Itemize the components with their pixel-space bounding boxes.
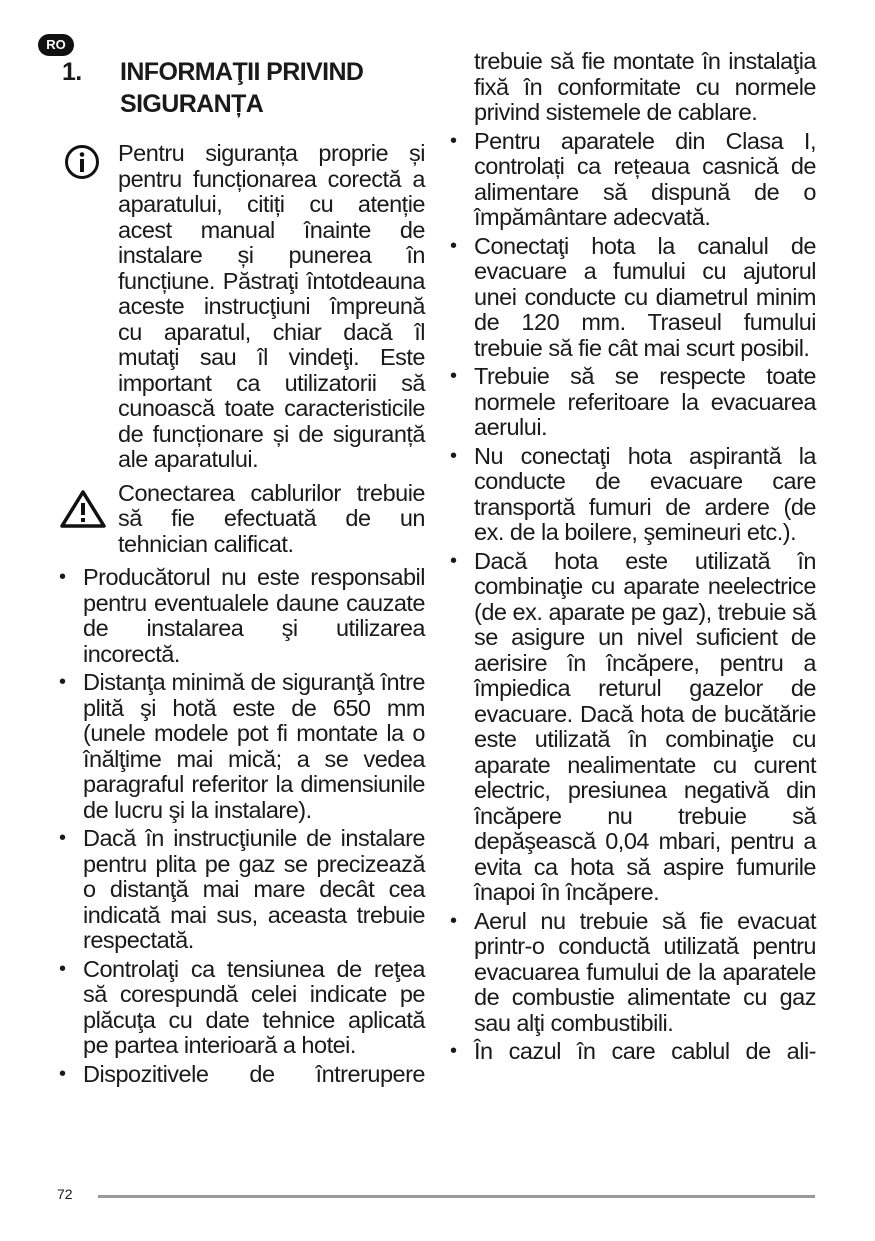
page-number: 72 [57, 1186, 73, 1202]
right-bullet-list [448, 129, 816, 1065]
bullet-glyph: • [450, 909, 457, 932]
bullet-glyph: • [59, 566, 66, 588]
list-item [57, 826, 425, 954]
list-item-text: Producătorul nu este responsabil pentru eventualele daune cauzate de instalarea şi utilizarea incorectă. [83, 564, 425, 667]
info-notice-text: Pentru siguranța proprie și pentru funcționarea corectă a aparatului, citiți cu atenție acest manual înainte de instalare și punerea în funcțiune. Păstraţi întotdeauna aceste instrucţiuni împreună cu aparatul, chiar dacă îl mutaţi sau îl vindeţi. Este important ca utilizatorii să cunoască toate caracteristicile de funcționare și de siguranță ale aparatului. [118, 140, 425, 472]
bullet-glyph: • [59, 1062, 66, 1085]
bullet-glyph: • [450, 365, 457, 387]
list-item [448, 129, 816, 231]
list-item [448, 549, 816, 906]
bullet-glyph: • [450, 129, 457, 152]
list-item [448, 909, 816, 1037]
list-item [448, 234, 816, 362]
bullet-glyph: • [450, 444, 457, 467]
section-number: 1. [62, 58, 82, 86]
right-column [448, 49, 816, 1068]
list-item [448, 364, 816, 441]
list-item [57, 565, 425, 667]
bullet-glyph: • [59, 957, 66, 980]
section-title-line-1: INFORMAŢII PRIVIND [120, 58, 364, 86]
section-title [120, 56, 440, 120]
list-item [57, 670, 425, 823]
list-item-text: Trebuie să se respecte toate normele referitoare la evacuarea aerului. [474, 363, 816, 440]
list-item [448, 444, 816, 546]
bullet-glyph: • [59, 671, 66, 693]
list-item-text: Conectaţi hota la canalul de evacuare a fumului cu ajutorul unei conducte cu diametrul minim de 120 mm. Traseul fumului trebuie să fie cât mai scurt posibil. [474, 232, 816, 361]
list-item-text: Distanţa minimă de siguranţă între plită şi hotă este de 650 mm (unele modele pot fi montate la o înălţime mai mică; a se vedea paragraful referitor la dimensiunile de lucru şi la instalare). [83, 669, 425, 823]
warning-notice [57, 481, 425, 558]
left-column [57, 141, 425, 1090]
list-item-text: Dacă în instrucţiunile de instalare pentru plita pe gaz se precizează o distanţă mai mare decât cea indicată mai sus, aceasta trebuie respectată. [83, 825, 425, 953]
continued-text: trebuie să fie montate în instalaţia fixă în conformitate cu normele privind sistemele de cablare. [474, 48, 816, 125]
bullet-glyph: • [450, 549, 457, 572]
list-item [57, 957, 425, 1059]
footer-rule [98, 1195, 815, 1198]
left-bullet-list [57, 565, 425, 1087]
list-item-text: Dacă hota este utilizată în combinaţie cu aparate neelectrice (de ex. aparate pe gaz), trebuie să se asigure un nivel suficient de aerisire în încăpere, pentru a împiedica returul gazelor de evacuare. Dacă hota de bucătărie este utilizată în combinaţie cu aparate nealimentate cu curent electric, presiunea negativă din încăpere nu trebuie să depăşească 0,04 mbari, pentru a evita ca hota să aspire fumurile înapoi în încăpere. [474, 547, 816, 905]
section-title-line-2: SIGURANȚA [120, 90, 264, 118]
bullet-glyph: • [450, 1040, 457, 1062]
list-item-text: Nu conectaţi hota aspirantă la conducte de evacuare care transportă fumuri de ardere (de ex. de la boilere, şemineuri etc.). [474, 442, 816, 545]
language-badge: RO [38, 34, 74, 56]
list-item-text: În cazul în care cablul de ali- [474, 1038, 816, 1064]
list-item-text: Controlaţi ca tensiunea de reţea să corespundă celei indicate pe plăcuţa cu date tehnice aplicată pe partea interioară a hotei. [83, 955, 425, 1058]
list-item [448, 1039, 816, 1065]
warning-icon [59, 489, 107, 535]
list-item [57, 1062, 425, 1088]
list-item-text: Aerul nu trebuie să fie evacuat printr-o conductă utilizată pentru evacuarea fumului de la aparatele de combustie alimentate cu gaz sau alţi combustibili. [474, 907, 816, 1036]
list-item-text: Pentru aparatele din Clasa I, controlați ca rețeaua casnică de alimentare să dispună de o împământare adecvată. [474, 127, 816, 230]
bullet-glyph: • [450, 234, 457, 257]
info-notice [57, 141, 425, 473]
info-icon [64, 144, 100, 186]
warning-notice-text: Conectarea cablurilor trebuie să fie efectuată de un tehnician calificat. [118, 479, 425, 557]
list-item-text: Dispozitivele de întrerupere [83, 1060, 425, 1087]
bullet-glyph: • [59, 827, 66, 849]
